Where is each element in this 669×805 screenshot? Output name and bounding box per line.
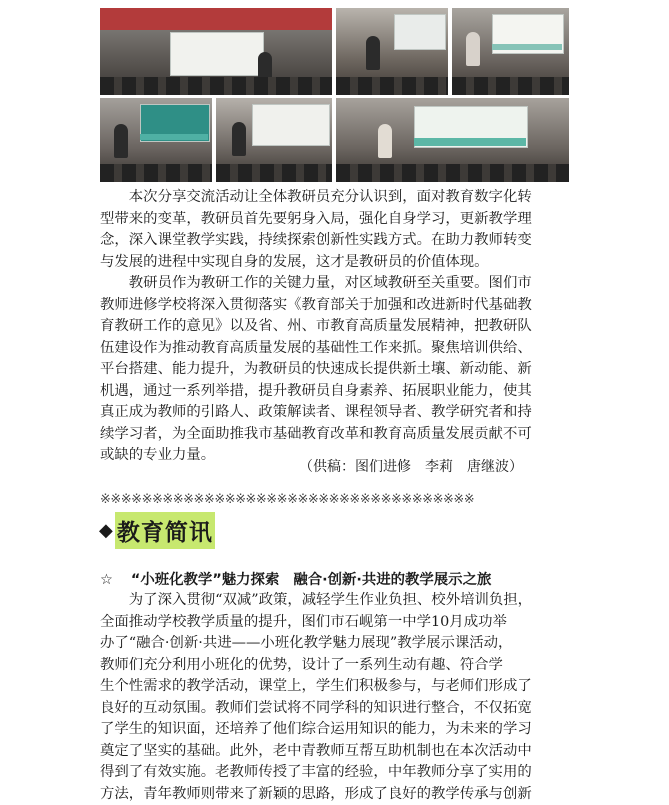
- article1-credit: （供稿：图们进修 李莉 唐继波）: [299, 456, 523, 476]
- text-line: 平台搭建、能力提升，为教研员的快速成长提供新土壤、新动能、新: [100, 359, 572, 381]
- text-line: 教师进修学校将深入贯彻落实《教育部关于加强和改进新时代基础教: [100, 295, 572, 317]
- text-line: 或缺的专业力量。: [100, 445, 572, 467]
- diamond-icon: ◆: [99, 520, 113, 541]
- text-line: 得到了有效实施。老教师传授了丰富的经验，中年教师分享了实用的: [100, 762, 572, 784]
- text-line: 了学生的知识面，还培养了他们综合运用知识的能力，为未来的学习: [100, 719, 572, 741]
- text-line: 全面推动学校教学质量的提升，图们市石岘第一中学10月成功举: [100, 612, 572, 634]
- text-line: 教师们充分利用小班化的优势，设计了一系列生动有趣、符合学: [100, 655, 572, 677]
- article1-paragraph1: [100, 187, 572, 273]
- photo-meeting-banner: [100, 8, 332, 95]
- text-line: 良好的互动氛围。教师们尝试将不同学科的知识进行整合，不仅拓宽: [100, 698, 572, 720]
- text-line: 奠定了坚实的基础。此外，老中青教师互帮互助机制也在本次活动中: [100, 741, 572, 763]
- article2-title: [100, 568, 491, 589]
- text-line: 机遇，通过一系列举措，提升教研员自身素养、拓展职业能力，使其: [100, 381, 572, 403]
- photo-speaker-podium: [336, 8, 448, 95]
- text-line: 伍建设作为推动教育高质量发展的基础性工作来抓。聚焦培训供给、: [100, 338, 572, 360]
- article2-paragraph: [100, 590, 572, 805]
- photo-collage: [100, 8, 569, 182]
- text-line: 真正成为教师的引路人、政策解读者、课程领导者、教学研究者和持: [100, 402, 572, 424]
- text-line: 念，深入课堂教学实践，持续探索创新性实践方式。在助力教师转变: [100, 230, 572, 252]
- text-line: 教研员作为教研工作的关键力量，对区域教研至关重要。图们市: [100, 273, 572, 295]
- article1-paragraph2: [100, 273, 572, 467]
- section-title: 教育简讯: [115, 512, 215, 549]
- text-line: 方法，青年教师则带来了新颖的思路，形成了良好的教学传承与创新: [100, 784, 572, 805]
- section-header: [99, 514, 215, 546]
- text-line: 型带来的变革，教研员首先要躬身入局，强化自身学习，更新教学理: [100, 209, 572, 231]
- text-line: 与发展的进程中实现自身的发展，这才是教研员的价值体现。: [100, 252, 572, 274]
- star-icon: ☆: [100, 572, 113, 588]
- text-line: 生个性需求的教学活动，课堂上，学生们积极参与，与老师们形成了: [100, 676, 572, 698]
- section-divider: ※※※※※※※※※※※※※※※※※※※※※※※※※※※※※※※※※※※※: [100, 492, 570, 508]
- text-line: 育教研工作的意见》以及省、州、市教育高质量发展精神，把教研队: [100, 316, 572, 338]
- text-line: 办了“融合·创新·共进——小班化教学魅力展现”教学展示课活动，: [100, 633, 572, 655]
- text-line: 本次分享交流活动让全体教研员充分认识到，面对教育数字化转: [100, 187, 572, 209]
- text-line: 续学习者，为全面助推我市基础教育改革和教育高质量发展贡献不可: [100, 424, 572, 446]
- article2-title-part2: 融合·创新·共进的教学展示之旅: [293, 572, 491, 588]
- photo-speaker-left: [100, 98, 212, 182]
- photo-presenter-right: [336, 98, 569, 182]
- photo-speaker-center: [216, 98, 332, 182]
- text-line: 为了深入贯彻“双减”政策，减轻学生作业负担、校外培训负担，: [100, 590, 572, 612]
- article2-title-part1: “小班化教学”魅力探索: [131, 572, 279, 588]
- photo-presenter-screen: [452, 8, 569, 95]
